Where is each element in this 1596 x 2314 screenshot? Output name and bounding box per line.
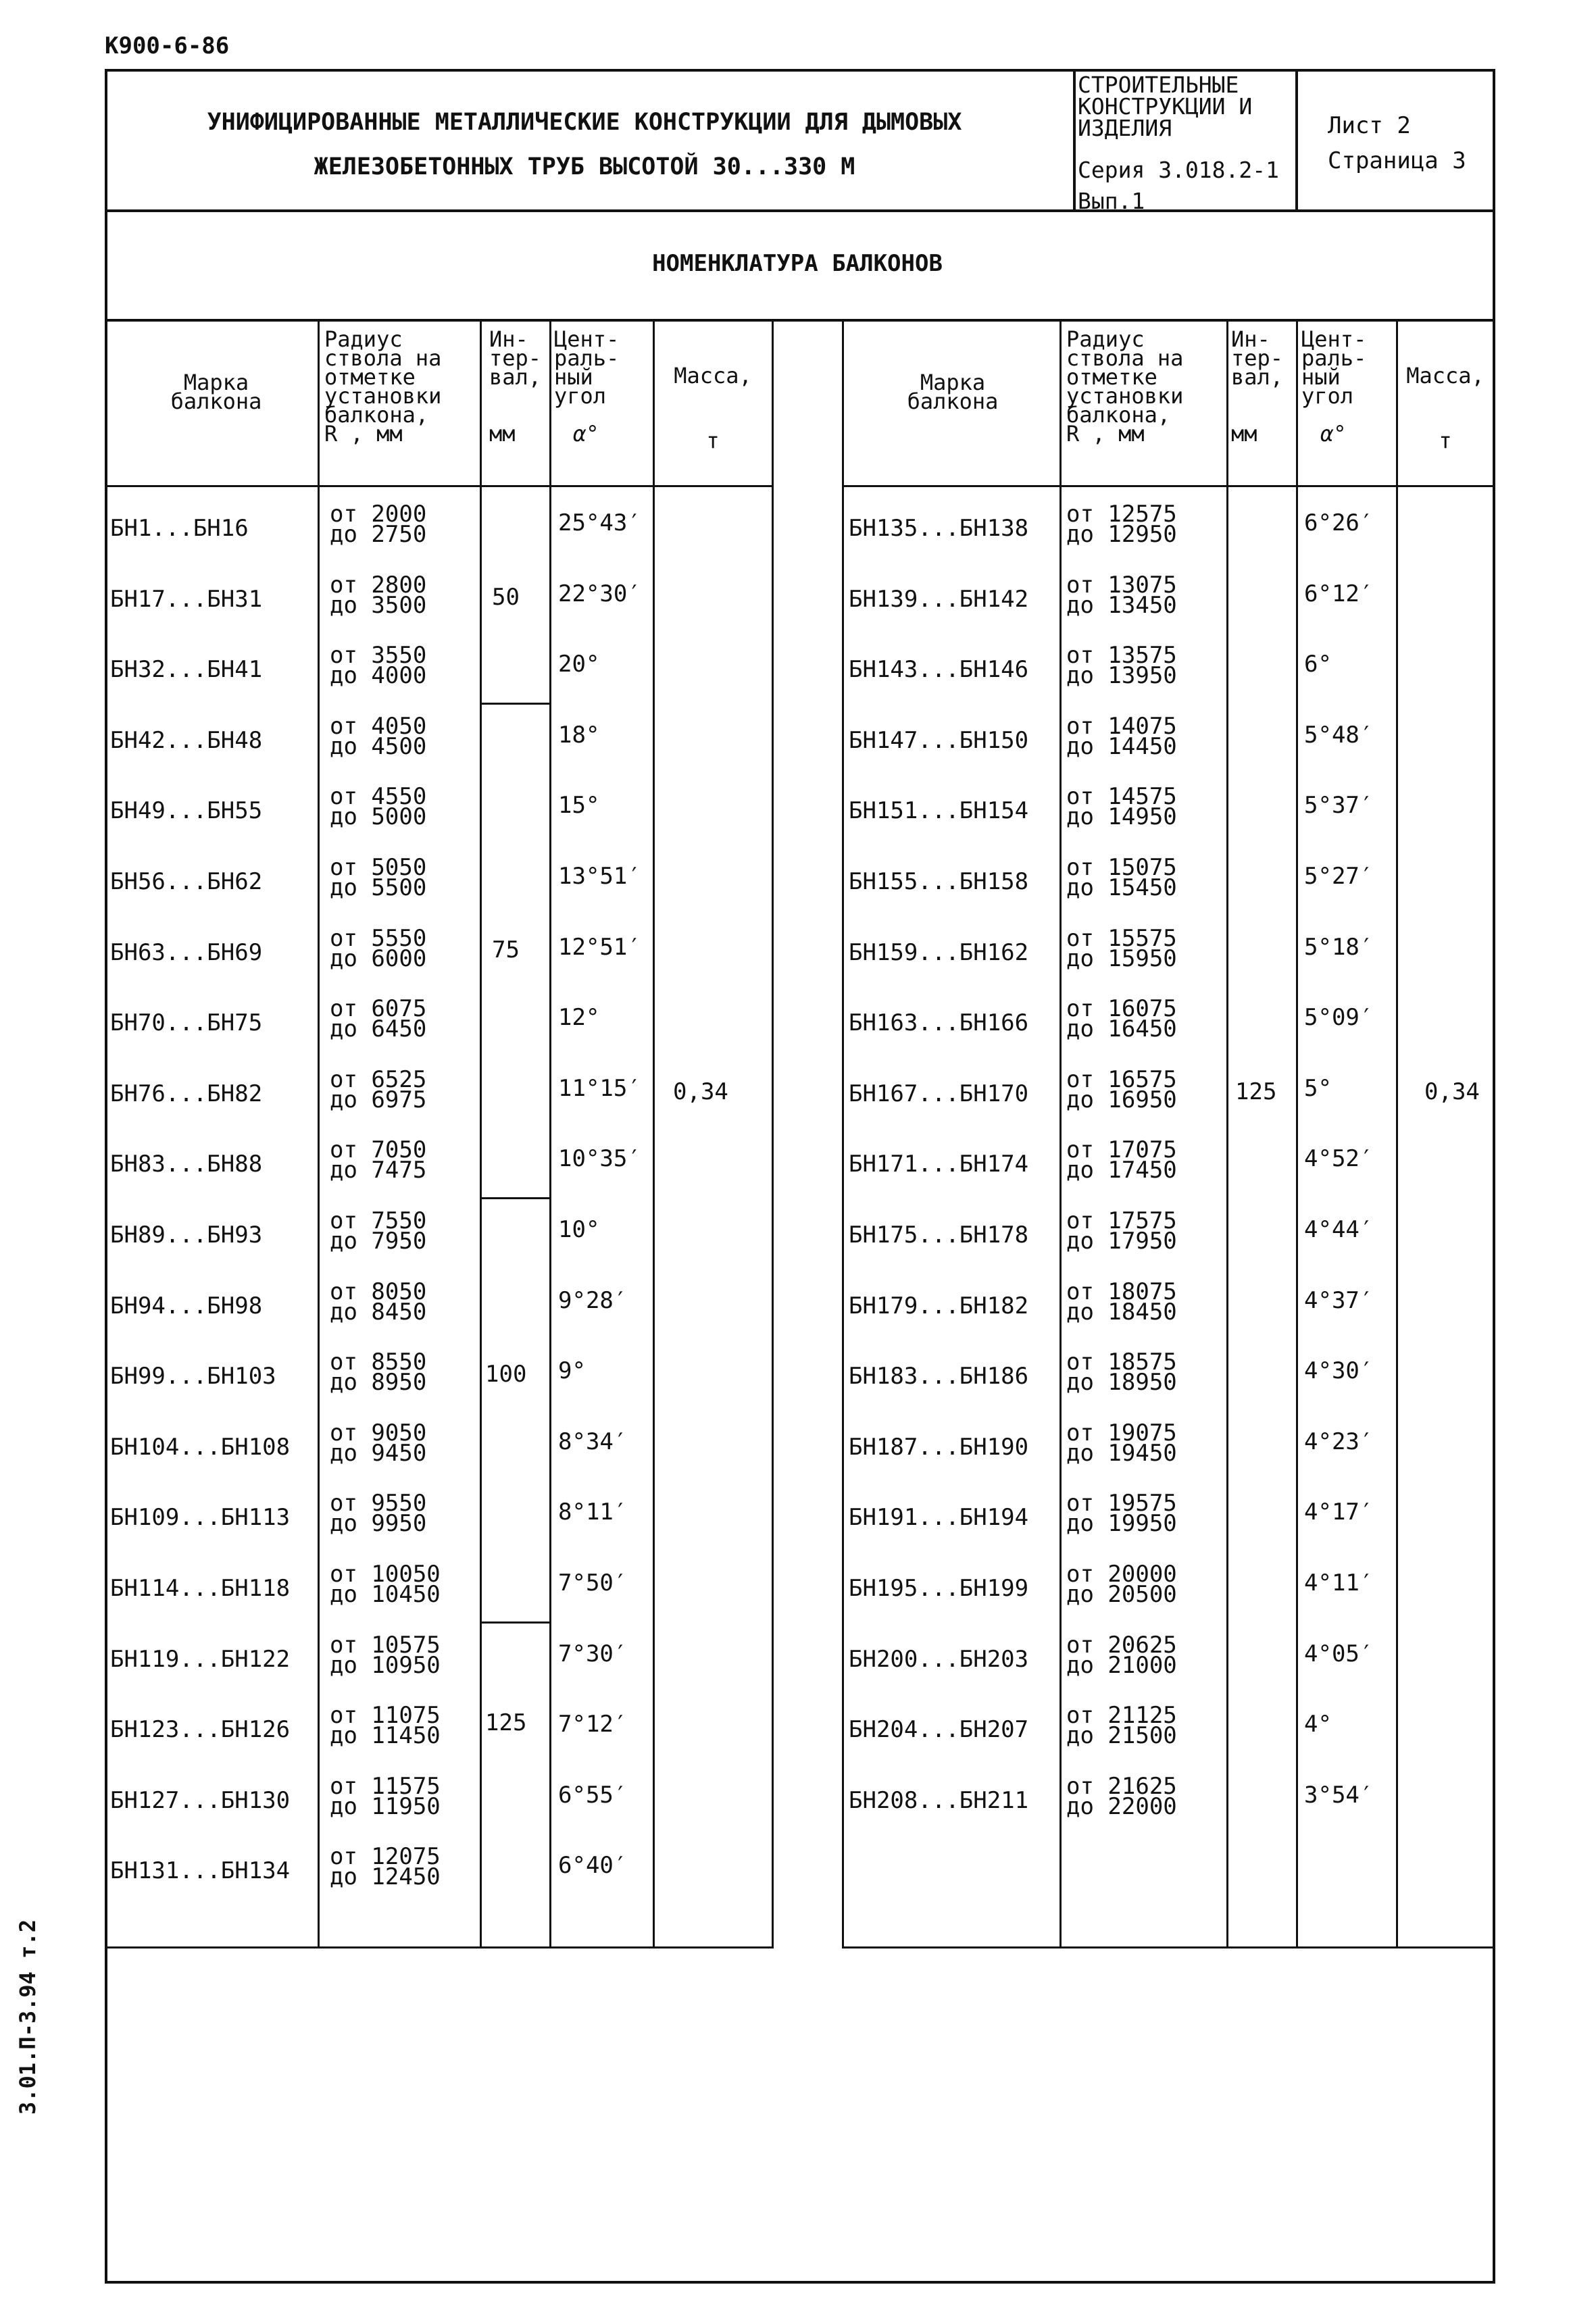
balcony-mark: БН114...БН118	[110, 1575, 291, 1602]
radius-from: от 11075	[330, 1702, 441, 1730]
left-interval-100: 100	[485, 1361, 527, 1388]
radius-range	[330, 1490, 427, 1538]
balcony-mark: БН191...БН194	[849, 1504, 1029, 1532]
central-angle: 7°12′	[558, 1711, 628, 1738]
left-table-bottom-rule	[105, 1946, 774, 1948]
radius-to: до 8450	[330, 1298, 427, 1326]
balcony-mark: БН155...БН158	[849, 868, 1029, 895]
balcony-mark: БН94...БН98	[110, 1292, 263, 1319]
central-angle: 22°30′	[558, 580, 641, 607]
radius-from: от 17575	[1066, 1207, 1177, 1234]
radius-range	[330, 1065, 427, 1113]
radius-to: до 21000	[1066, 1651, 1177, 1679]
radius-range	[330, 571, 427, 619]
central-angle: 25°43′	[558, 509, 641, 536]
left-header-mark: Марка балкона	[170, 370, 262, 414]
stamp-line-1: СТРОИТЕЛЬНЫЕ	[1078, 72, 1239, 98]
radius-to: до 3500	[330, 591, 427, 619]
balcony-mark: БН167...БН170	[849, 1080, 1029, 1107]
radius-to: до 11950	[330, 1792, 441, 1820]
balcony-mark: БН42...БН48	[110, 726, 263, 754]
left-col-line-4	[653, 319, 655, 1948]
series-label: Серия 3.018.2-1	[1078, 157, 1280, 183]
radius-from: от 21625	[1066, 1772, 1177, 1800]
frame-right	[1493, 69, 1495, 2284]
central-angle: 4°52′	[1304, 1145, 1374, 1173]
radius-from: от 3550	[330, 642, 427, 670]
balcony-mark: БН135...БН138	[849, 515, 1029, 542]
radius-to: до 17950	[1066, 1228, 1177, 1255]
radius-range	[1066, 1490, 1177, 1538]
document-title	[135, 100, 1034, 189]
radius-from: от 5050	[330, 854, 427, 881]
radius-from: от 20625	[1066, 1631, 1177, 1659]
right-header-interval: Ин- тер- вал, мм	[1231, 326, 1284, 447]
radius-from: от 13075	[1066, 571, 1177, 599]
right-col-line-1	[1059, 319, 1062, 1948]
radius-to: до 10950	[330, 1651, 441, 1679]
frame-left	[105, 69, 107, 2284]
balcony-mark: БН195...БН199	[849, 1575, 1029, 1602]
left-header-interval: Ин- тер- вал, мм	[489, 326, 542, 447]
central-angle: 13°51′	[558, 863, 641, 890]
stamp-text	[1078, 74, 1252, 139]
radius-range	[1066, 1278, 1177, 1326]
radius-to: до 11450	[330, 1722, 441, 1750]
radius-from: от 16075	[1066, 995, 1177, 1023]
balcony-mark: БН99...БН103	[110, 1363, 276, 1390]
radius-to: до 19450	[1066, 1439, 1177, 1467]
issue-label: Вып.1	[1078, 188, 1145, 214]
radius-range	[1066, 712, 1177, 760]
central-angle: 15°	[558, 792, 600, 820]
right-col-line-2	[1226, 319, 1228, 1948]
radius-from: от 7550	[330, 1207, 427, 1234]
radius-range	[1066, 501, 1177, 548]
radius-to: до 7475	[330, 1157, 427, 1184]
central-angle: 7°50′	[558, 1569, 628, 1596]
radius-range	[1066, 1772, 1177, 1820]
radius-range	[330, 854, 427, 901]
right-interval-125: 125	[1235, 1078, 1277, 1105]
radius-to: до 4500	[330, 732, 427, 760]
central-angle: 8°34′	[558, 1428, 628, 1455]
right-header-mass: Масса, т	[1406, 363, 1485, 453]
radius-range	[330, 642, 427, 690]
right-header-mark: Марка балкона	[907, 370, 999, 414]
radius-from: от 14075	[1066, 712, 1177, 740]
right-col-line-0	[842, 319, 844, 1948]
radius-range	[330, 1349, 427, 1397]
page-number: Страница 3	[1328, 147, 1466, 174]
radius-range	[330, 1561, 441, 1608]
radius-range	[1066, 1419, 1177, 1467]
balcony-mark: БН70...БН75	[110, 1009, 263, 1037]
radius-from: от 6525	[330, 1065, 427, 1093]
central-angle: 5°09′	[1304, 1004, 1374, 1032]
table-title: НОМЕНКЛАТУРА БАЛКОНОВ	[652, 250, 943, 277]
central-angle: 10°	[558, 1216, 600, 1243]
radius-range	[330, 783, 427, 831]
subtitle-bottom-rule	[105, 319, 1495, 322]
radius-range	[1066, 1702, 1177, 1750]
document-code: К900-6-86	[105, 32, 230, 59]
radius-from: от 10050	[330, 1561, 441, 1588]
left-col-line-2	[480, 319, 482, 1948]
radius-from: от 14575	[1066, 783, 1177, 811]
radius-to: до 13950	[1066, 662, 1177, 690]
side-note: 3.01.П-3.94 т.2	[15, 1919, 41, 2115]
radius-from: от 18075	[1066, 1278, 1177, 1305]
radius-to: до 16450	[1066, 1015, 1177, 1043]
central-angle: 4°44′	[1304, 1216, 1374, 1243]
radius-range	[1066, 1136, 1177, 1184]
frame-top	[105, 69, 1495, 72]
balcony-mark: БН171...БН174	[849, 1151, 1029, 1178]
radius-from: от 6075	[330, 995, 427, 1023]
radius-to: до 13450	[1066, 591, 1177, 619]
right-table-bottom-rule	[842, 1946, 1495, 1948]
title-line-1: УНИФИЦИРОВАННЫЕ МЕТАЛЛИЧЕСКИЕ КОНСТРУКЦИИ ДЛЯ ДЫМОВЫХ	[207, 109, 962, 136]
interval-separator-3	[480, 1621, 551, 1624]
left-col-line-5	[772, 319, 774, 1948]
right-col-line-4	[1396, 319, 1398, 1948]
radius-to: до 7950	[330, 1228, 427, 1255]
radius-range	[1066, 1207, 1177, 1255]
balcony-mark: БН147...БН150	[849, 726, 1029, 754]
right-header-bottom-rule	[842, 485, 1495, 487]
radius-to: до 10450	[330, 1581, 441, 1608]
radius-range	[1066, 854, 1177, 901]
radius-range	[1066, 571, 1177, 619]
radius-range	[330, 1631, 441, 1679]
balcony-mark: БН151...БН154	[849, 797, 1029, 825]
radius-to: до 6000	[330, 945, 427, 972]
radius-range	[1066, 924, 1177, 972]
radius-from: от 7050	[330, 1136, 427, 1164]
radius-to: до 14450	[1066, 732, 1177, 760]
radius-range	[330, 1207, 427, 1255]
radius-from: от 16575	[1066, 1065, 1177, 1093]
right-col-line-3	[1296, 319, 1298, 1948]
radius-range	[330, 1702, 441, 1750]
balcony-mark: БН104...БН108	[110, 1433, 291, 1461]
central-angle: 5°48′	[1304, 721, 1374, 749]
radius-range	[330, 712, 427, 760]
radius-to: до 17450	[1066, 1157, 1177, 1184]
radius-from: от 11575	[330, 1772, 441, 1800]
radius-to: до 16950	[1066, 1086, 1177, 1113]
radius-to: до 20500	[1066, 1581, 1177, 1608]
radius-range	[330, 1772, 441, 1820]
radius-to: до 14950	[1066, 803, 1177, 831]
radius-from: от 21125	[1066, 1702, 1177, 1730]
stamp-line-2: КОНСТРУКЦИИ И	[1078, 93, 1253, 120]
sheet-number: Лист 2	[1328, 112, 1411, 139]
left-col-line-3	[549, 319, 551, 1948]
title-block-divider-1	[1073, 69, 1076, 211]
central-angle: 6°26′	[1304, 509, 1374, 536]
radius-to: до 12450	[330, 1863, 441, 1891]
central-angle: 9°28′	[558, 1286, 628, 1314]
balcony-mark: БН119...БН122	[110, 1645, 291, 1673]
radius-from: от 20000	[1066, 1561, 1177, 1588]
central-angle: 4°05′	[1304, 1640, 1374, 1667]
radius-to: до 6450	[330, 1015, 427, 1043]
radius-range	[1066, 642, 1177, 690]
interval-separator-1	[480, 703, 551, 705]
balcony-mark: БН143...БН146	[849, 656, 1029, 684]
central-angle: 5°	[1304, 1074, 1332, 1102]
radius-to: до 4000	[330, 662, 427, 690]
radius-range	[1066, 1561, 1177, 1608]
balcony-mark: БН32...БН41	[110, 656, 263, 684]
radius-to: до 18950	[1066, 1369, 1177, 1397]
balcony-mark: БН49...БН55	[110, 797, 263, 825]
central-angle: 18°	[558, 721, 600, 749]
balcony-mark: БН208...БН211	[849, 1786, 1029, 1814]
balcony-mark: БН204...БН207	[849, 1716, 1029, 1744]
balcony-mark: БН163...БН166	[849, 1009, 1029, 1037]
balcony-mark: БН109...БН113	[110, 1504, 291, 1532]
radius-to: до 2750	[330, 521, 427, 548]
radius-range	[330, 1278, 427, 1326]
radius-to: до 15450	[1066, 874, 1177, 901]
central-angle: 5°18′	[1304, 933, 1374, 961]
balcony-mark: БН127...БН130	[110, 1786, 291, 1814]
radius-range	[1066, 995, 1177, 1043]
radius-to: до 22000	[1066, 1792, 1177, 1820]
left-header-mass: Масса, т	[674, 363, 752, 453]
radius-to: до 5500	[330, 874, 427, 901]
title-line-2: ЖЕЛЕЗОБЕТОННЫХ ТРУБ ВЫСОТОЙ 30...330 М	[314, 153, 855, 180]
radius-range	[330, 1419, 427, 1467]
radius-range	[1066, 1349, 1177, 1397]
balcony-mark: БН139...БН142	[849, 585, 1029, 613]
radius-range	[1066, 783, 1177, 831]
balcony-mark: БН1...БН16	[110, 515, 249, 542]
radius-from: от 13575	[1066, 642, 1177, 670]
radius-from: от 9050	[330, 1419, 427, 1447]
left-header-bottom-rule	[105, 485, 774, 487]
balcony-mark: БН63...БН69	[110, 938, 263, 966]
radius-from: от 5550	[330, 924, 427, 952]
radius-from: от 9550	[330, 1490, 427, 1517]
balcony-mark: БН131...БН134	[110, 1857, 291, 1885]
left-interval-125: 125	[485, 1709, 527, 1736]
central-angle: 4°30′	[1304, 1357, 1374, 1385]
radius-from: от 8050	[330, 1278, 427, 1305]
radius-range	[330, 501, 427, 548]
central-angle: 4°	[1304, 1711, 1332, 1738]
balcony-mark: БН83...БН88	[110, 1151, 263, 1178]
balcony-mark: БН56...БН62	[110, 868, 263, 895]
left-header-radius: Радиус ствола на отметке установки балкона, R , мм	[324, 326, 442, 447]
radius-from: от 19075	[1066, 1419, 1177, 1447]
balcony-mark: БН179...БН182	[849, 1292, 1029, 1319]
radius-to: до 18450	[1066, 1298, 1177, 1326]
central-angle: 5°27′	[1304, 863, 1374, 890]
radius-to: до 19950	[1066, 1510, 1177, 1538]
balcony-mark: БН183...БН186	[849, 1363, 1029, 1390]
left-interval-75: 75	[492, 936, 520, 963]
radius-from: от 2000	[330, 501, 427, 528]
central-angle: 9°	[558, 1357, 586, 1385]
central-angle: 6°55′	[558, 1781, 628, 1809]
radius-range	[330, 995, 427, 1043]
stamp-line-3: ИЗДЕЛИЯ	[1078, 115, 1172, 141]
radius-to: до 5000	[330, 803, 427, 831]
left-mass-value: 0,34	[673, 1078, 728, 1105]
radius-from: от 19575	[1066, 1490, 1177, 1517]
radius-from: от 12575	[1066, 501, 1177, 528]
central-angle: 6°12′	[1304, 580, 1374, 607]
balcony-mark: БН17...БН31	[110, 585, 263, 613]
radius-range	[330, 1136, 427, 1184]
radius-from: от 2800	[330, 571, 427, 599]
radius-from: от 4550	[330, 783, 427, 811]
radius-from: от 8550	[330, 1349, 427, 1376]
radius-to: до 21500	[1066, 1722, 1177, 1750]
radius-from: от 18575	[1066, 1349, 1177, 1376]
central-angle: 12°51′	[558, 933, 641, 961]
radius-to: до 9450	[330, 1439, 427, 1467]
central-angle: 10°35′	[558, 1145, 641, 1173]
radius-from: от 15575	[1066, 924, 1177, 952]
frame-bottom	[105, 2281, 1495, 2284]
central-angle: 4°17′	[1304, 1499, 1374, 1526]
balcony-mark: БН123...БН126	[110, 1716, 291, 1744]
central-angle: 3°54′	[1304, 1781, 1374, 1809]
central-angle: 12°	[558, 1004, 600, 1032]
radius-to: до 15950	[1066, 945, 1177, 972]
balcony-mark: БН200...БН203	[849, 1645, 1029, 1673]
central-angle: 11°15′	[558, 1074, 641, 1102]
radius-from: от 4050	[330, 712, 427, 740]
left-col-line-1	[318, 319, 320, 1948]
radius-to: до 12950	[1066, 521, 1177, 548]
radius-from: от 17075	[1066, 1136, 1177, 1164]
right-header-angle: Цент- раль- ный угол α°	[1301, 326, 1367, 447]
central-angle: 20°	[558, 651, 600, 678]
balcony-mark: БН76...БН82	[110, 1080, 263, 1107]
radius-from: от 10575	[330, 1631, 441, 1659]
balcony-mark: БН89...БН93	[110, 1222, 263, 1249]
radius-range	[1066, 1631, 1177, 1679]
left-header-angle: Цент- раль- ный угол α°	[554, 326, 620, 447]
left-interval-50: 50	[492, 584, 520, 611]
radius-to: до 8950	[330, 1369, 427, 1397]
radius-from: от 15075	[1066, 854, 1177, 881]
central-angle: 6°40′	[558, 1852, 628, 1880]
central-angle: 6°	[1304, 651, 1332, 678]
radius-to: до 9950	[330, 1510, 427, 1538]
radius-range	[330, 1843, 441, 1891]
balcony-mark: БН175...БН178	[849, 1222, 1029, 1249]
radius-to: до 6975	[330, 1086, 427, 1113]
interval-separator-2	[480, 1197, 551, 1199]
radius-from: от 12075	[330, 1843, 441, 1871]
central-angle: 4°23′	[1304, 1428, 1374, 1455]
central-angle: 5°37′	[1304, 792, 1374, 820]
balcony-mark: БН159...БН162	[849, 938, 1029, 966]
balcony-mark: БН187...БН190	[849, 1433, 1029, 1461]
central-angle: 8°11′	[558, 1499, 628, 1526]
central-angle: 4°11′	[1304, 1569, 1374, 1596]
right-header-radius: Радиус ствола на отметке установки балкона, R , мм	[1066, 326, 1184, 447]
right-mass-value: 0,34	[1424, 1078, 1480, 1105]
central-angle: 4°37′	[1304, 1286, 1374, 1314]
radius-range	[1066, 1065, 1177, 1113]
title-block-divider-2	[1295, 69, 1298, 211]
central-angle: 7°30′	[558, 1640, 628, 1667]
radius-range	[330, 924, 427, 972]
title-block-bottom	[105, 209, 1495, 212]
